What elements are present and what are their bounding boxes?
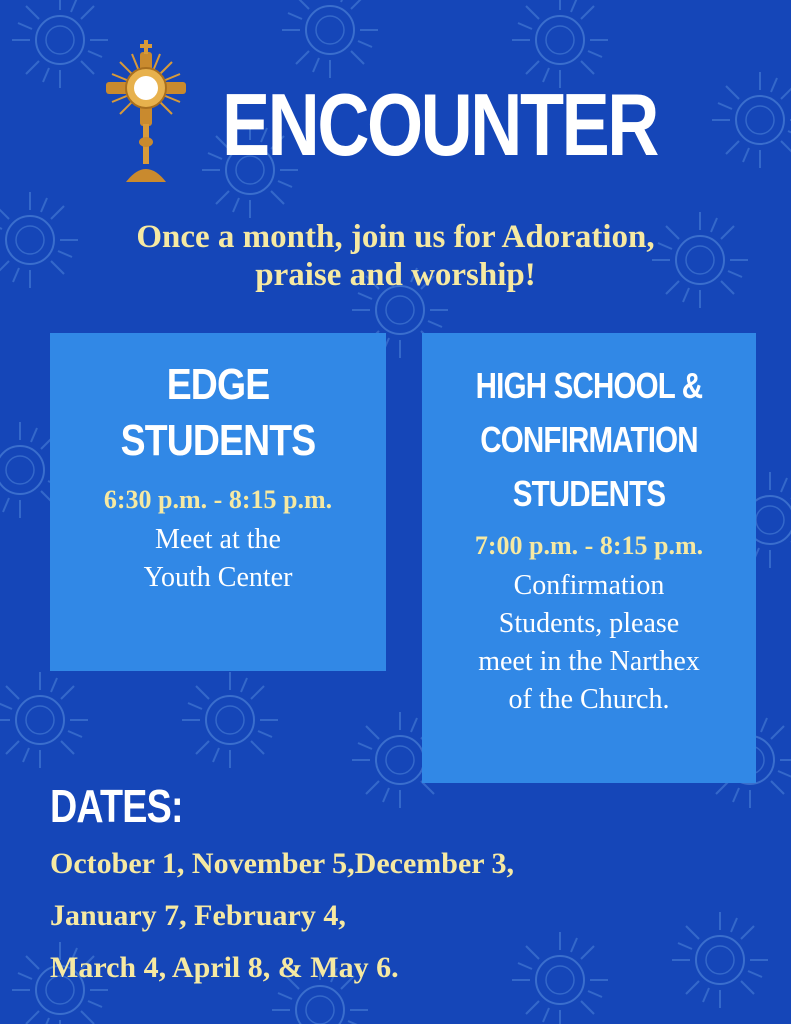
group-heading — [452, 359, 726, 521]
tagline-line: Once a month, join us for Adoration, — [136, 219, 655, 255]
dates-list — [50, 838, 770, 994]
dates-heading: DATES: — [50, 780, 183, 832]
group-heading-line: STUDENTS — [120, 416, 316, 465]
group-heading-line: HIGH SCHOOL & — [475, 365, 703, 406]
group-info-line: Confirmation — [513, 570, 665, 601]
group-heading-line: EDGE — [166, 360, 270, 409]
group-heading — [75, 357, 361, 469]
date-line: March 4, April 8, & May 6. — [50, 951, 399, 984]
edge-students-box — [50, 333, 386, 671]
group-info-line: Students, please — [498, 608, 680, 639]
group-heading-line: CONFIRMATION — [480, 419, 698, 460]
date-line: October 1, November 5,December 3, — [50, 847, 515, 880]
event-title: ENCOUNTER — [222, 75, 657, 174]
group-time: 6:30 p.m. - 8:15 p.m. — [103, 485, 333, 514]
group-info-line: of the Church. — [508, 684, 670, 715]
tagline-line: praise and worship! — [255, 257, 536, 293]
group-heading-line: STUDENTS — [512, 473, 666, 514]
group-info — [422, 567, 756, 719]
event-tagline — [0, 218, 791, 294]
date-line: January 7, February 4, — [50, 899, 346, 932]
group-time: 7:00 p.m. - 8:15 p.m. — [474, 531, 704, 560]
group-info-line: Youth Center — [143, 562, 293, 593]
high-school-confirmation-box — [422, 333, 756, 783]
group-info — [50, 521, 386, 597]
group-info-line: Meet at the — [155, 524, 281, 555]
monstrance-icon — [100, 38, 192, 186]
group-info-line: meet in the Narthex — [478, 646, 700, 677]
